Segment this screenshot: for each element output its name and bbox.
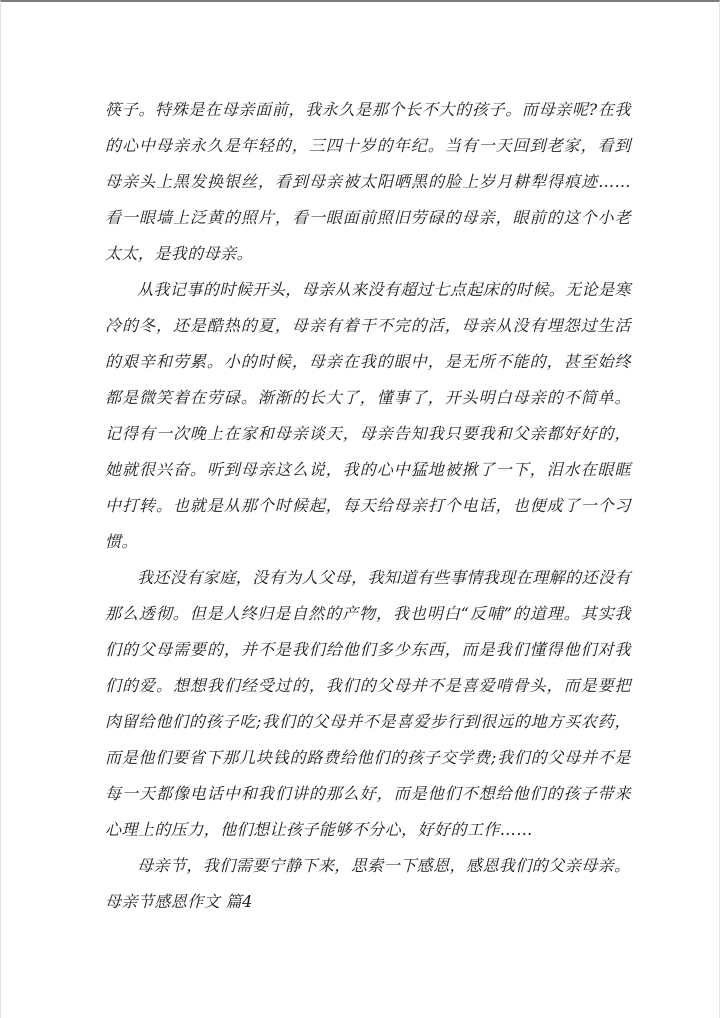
section-heading-essay-part-4: 母亲节感恩作文 篇4 [105,892,253,911]
paragraph: 母亲节，我们需要宁静下来，思索一下感恩，感恩我们的父亲母亲。 [137,856,631,875]
document-text-body [1,2,720,920]
paragraph: 从我记事的时候开头，母亲从来没有超过七点起床的时候。无论是寒冷的冬，还是酷热的夏，母亲有着干不完的活，母亲从没有埋怨过生活的艰辛和劳累。小的时候，母亲在我的眼中，是无所不能的，甚至始终都是微笑着在劳碌。渐渐的长大了，懂事了，开头明白母亲的不简单。记得有一次晚上在家和母亲谈天，母亲告知我只要我和父亲都好好的，她就很兴奋。听到母亲这么说，我的心中猛地被揪了一下，泪水在眼眶中打转。也就是从那个时候起，每天给母亲打个电话，也便成了一个习惯。 [105,280,631,551]
paragraph: 我还没有家庭，没有为人父母，我知道有些事情我现在理解的还没有那么透彻。但是人终归是自然的产物，我也明白“反哺”的道理。其实我们的父母需要的，并不是我们给他们多少东西，而是我们懂得他们对我们的爱。想想我们经受过的，我们的父母并不是喜爱啃骨头，而是要把肉留给他们的孩子吃;我们的父母并不是喜爱步行到很远的地方买农药，而是他们要省下那几块钱的路费给他们的孩子交学费;我们的父母并不是每一天都像电话中和我们讲的那么好，而是他们不想给他们的孩子带来心理上的压力，他们想让孩子能够不分心，好好的工作…… [105,568,631,839]
paragraph-continuation: 筷子。特殊是在母亲面前，我永久是那个长不大的孩子。而母亲呢?在我的心中母亲永久是年轻的，三四十岁的年纪。当有一天回到老家，看到母亲头上黑发换银丝，看到母亲被太阳晒黑的脸上岁月耕犁得痕迹……看一眼墙上泛黄的照片，看一眼面前照旧劳碌的母亲，眼前的这个小老太太，是我的母亲。 [105,100,631,263]
